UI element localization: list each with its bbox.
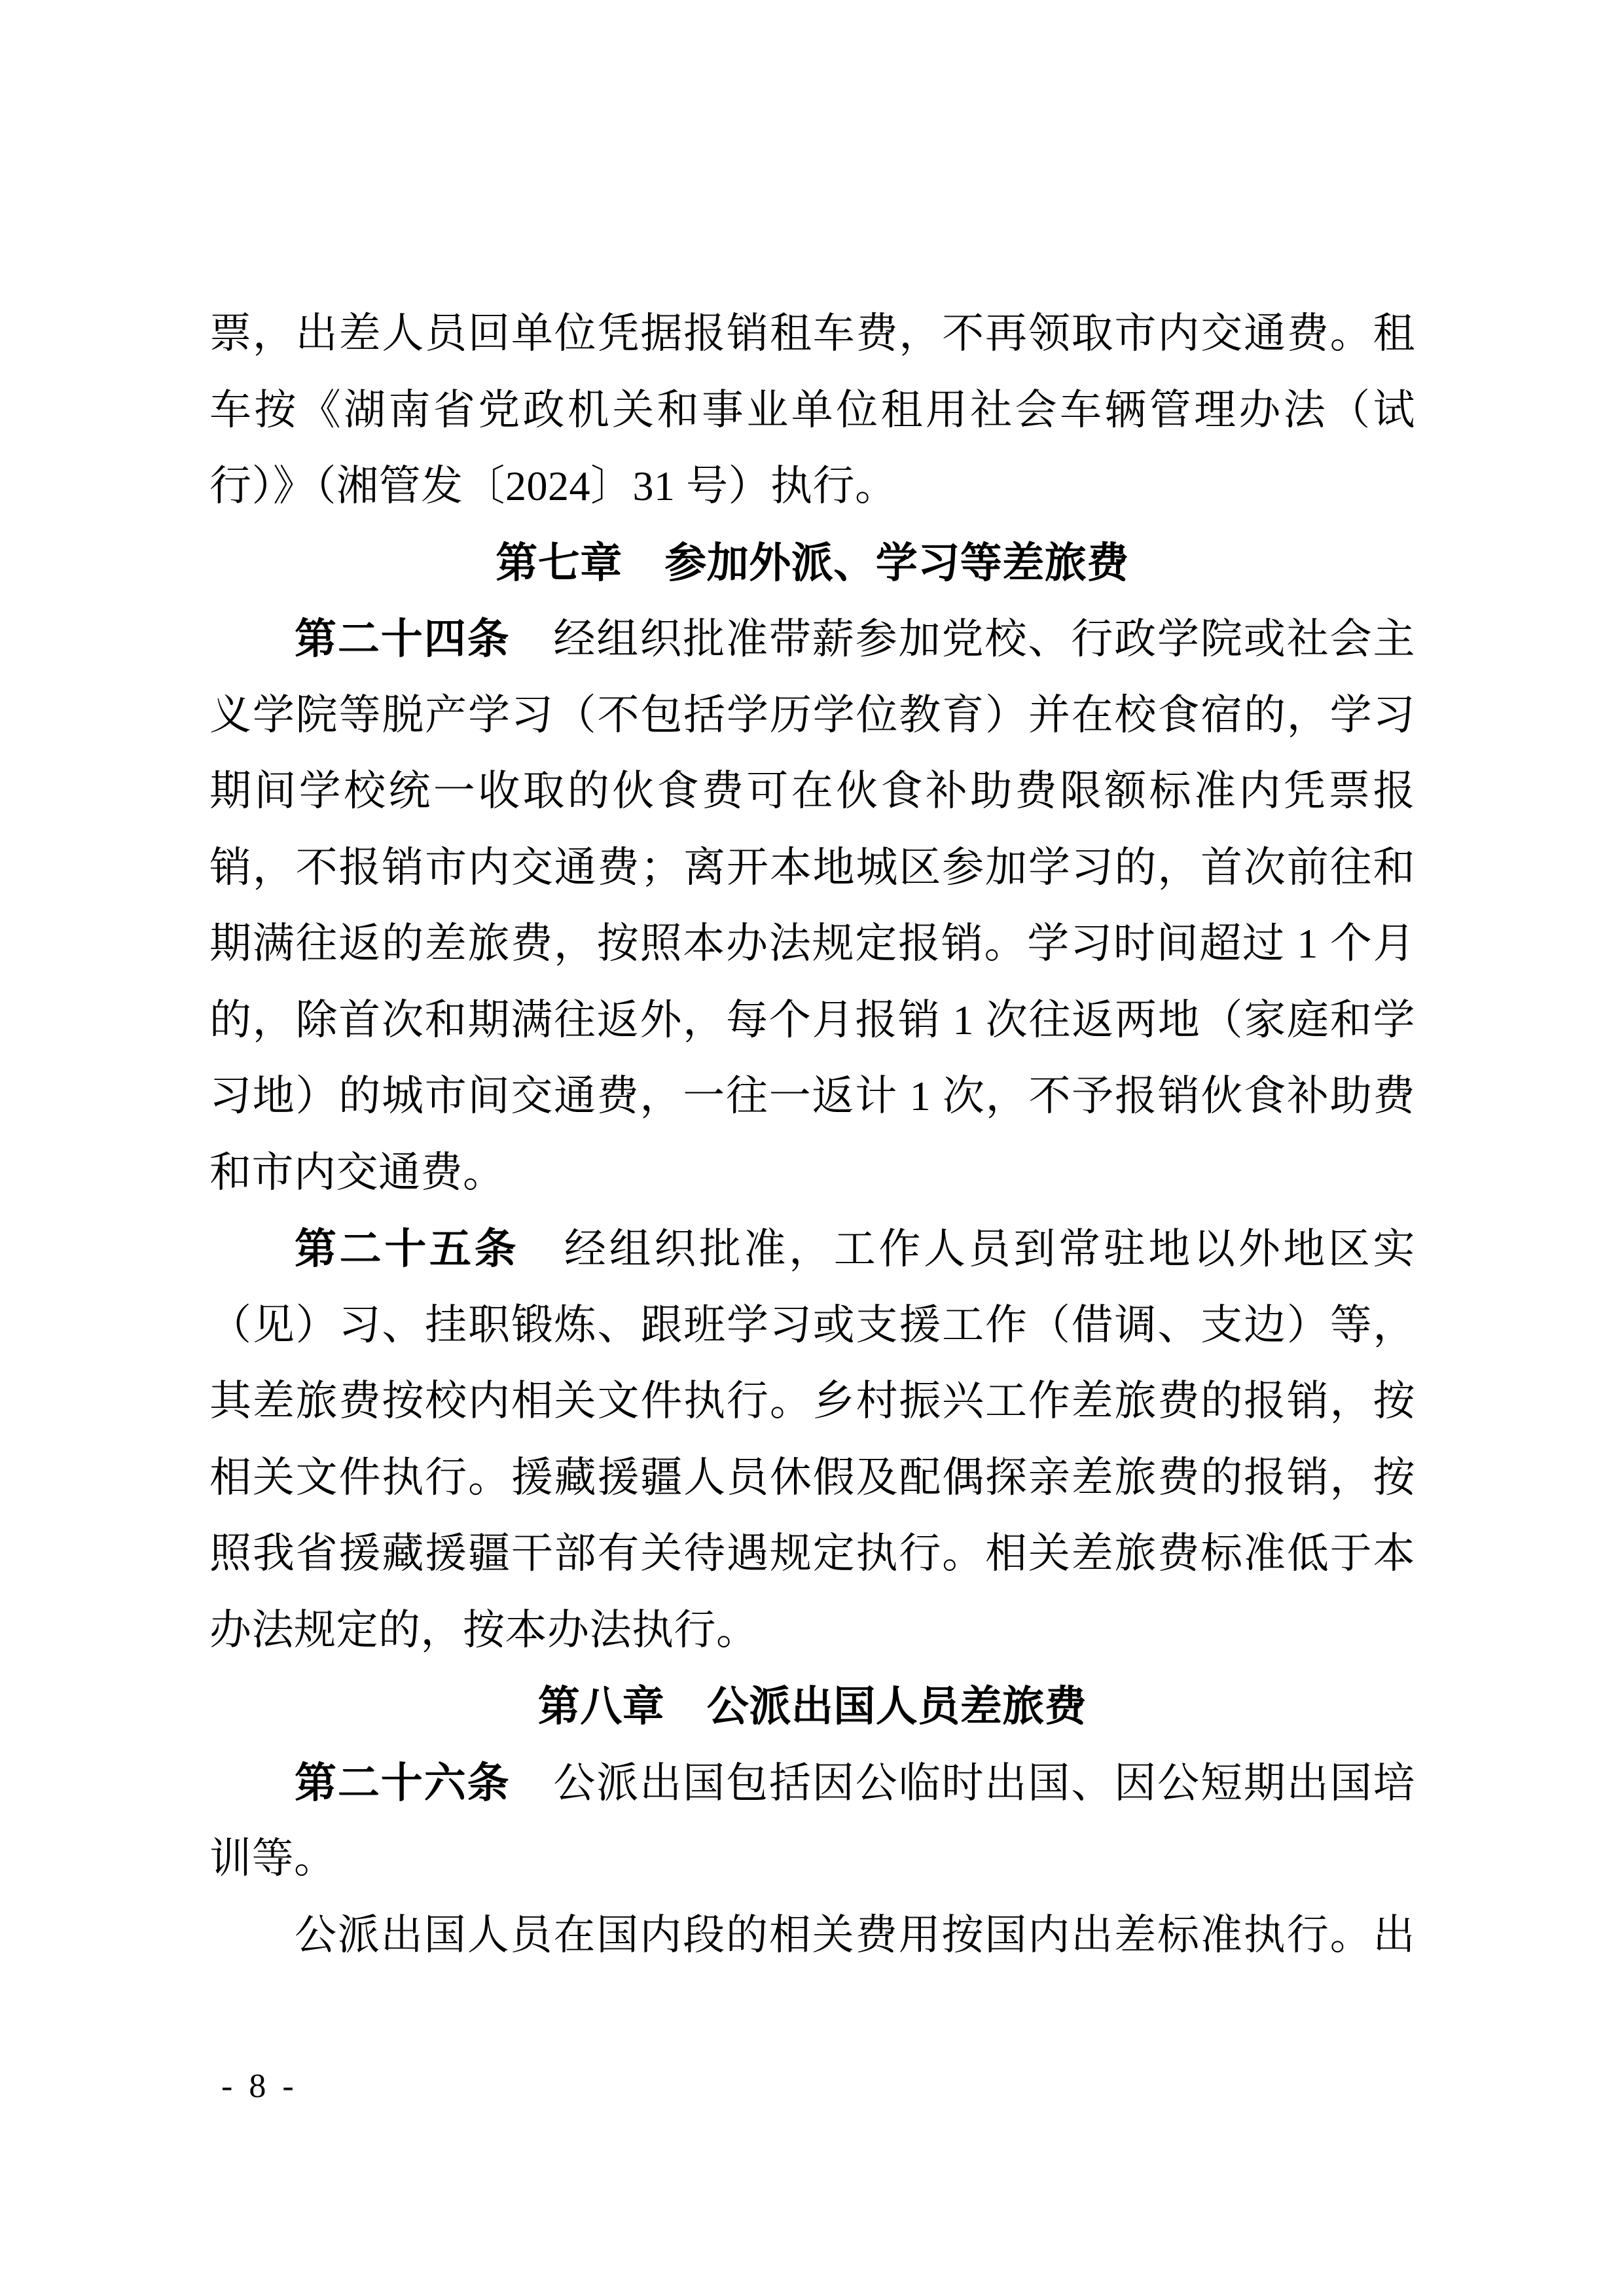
text-segment: 和市内交通费。 <box>209 1149 505 1196</box>
text-segment: 训等。 <box>209 1835 336 1882</box>
text-line <box>209 448 1415 525</box>
text-line <box>209 1592 1415 1669</box>
text-line <box>209 372 1415 449</box>
text-line <box>209 1440 1415 1516</box>
article-number: 第二十五条 <box>295 1225 520 1272</box>
text-segment: 经组织批准带薪参加党校、行政学院或社会主 <box>510 616 1415 662</box>
text-line <box>209 677 1415 754</box>
text-segment: 公派出国包括因公临时出国、因公短期出国培 <box>510 1759 1415 1806</box>
text-segment: 公派出国人员在国内段的相关费用按国内出差标准执行。出 <box>295 1911 1415 1958</box>
text-segment: 义学院等脱产学习（不包括学历学位教育）并在校食宿的，学习 <box>209 691 1415 738</box>
article-number: 第二十四条 <box>295 615 511 662</box>
chapter-heading <box>209 1668 1415 1745</box>
text-segment: 期间学校统一收取的伙食费可在伙食补助费限额标准内凭票报 <box>209 768 1415 814</box>
text-line <box>209 1516 1415 1592</box>
text-segment: 其差旅费按校内相关文件执行。乡村振兴工作差旅费的报销，按 <box>209 1378 1415 1424</box>
text-line <box>209 1745 1415 1821</box>
chapter-heading <box>209 525 1415 601</box>
page-number: - 8 - <box>221 2068 298 2105</box>
text-line <box>209 1287 1415 1364</box>
text-segment: 票，出差人员回单位凭据报销租车费，不再领取市内交通费。租 <box>209 310 1415 357</box>
text-line <box>209 1135 1415 1211</box>
text-segment: 销，不报销市内交通费；离开本地城区参加学习的，首次前往和 <box>209 844 1415 891</box>
text-line <box>209 1363 1415 1440</box>
text-line <box>209 1821 1415 1897</box>
text-segment: 办法规定的，按本办法执行。 <box>209 1606 759 1653</box>
text-line <box>209 601 1415 677</box>
text-segment: 第七章 参加外派、学习等差旅费 <box>496 539 1129 586</box>
text-line <box>209 296 1415 372</box>
text-segment: 期满往返的差旅费，按照本办法规定报销。学习时间超过 1 个月 <box>209 920 1415 967</box>
text-segment: 照我省援藏援疆干部有关待遇规定执行。相关差旅费标准低于本 <box>209 1530 1415 1577</box>
text-line <box>209 1211 1415 1287</box>
text-line <box>209 906 1415 982</box>
text-segment: 行）》（湘管发〔2024〕31 号）执行。 <box>209 463 897 509</box>
text-line <box>209 1897 1415 1974</box>
text-segment: 习地）的城市间交通费，一往一返计 1 次，不予报销伙食补助费 <box>209 1073 1415 1119</box>
text-segment: 经组织批准，工作人员到常驻地以外地区实 <box>519 1226 1416 1272</box>
document-body <box>209 296 1415 1973</box>
text-line <box>209 1058 1415 1135</box>
article-number: 第二十六条 <box>295 1759 511 1806</box>
text-segment: 第八章 公派出国人员差旅费 <box>537 1683 1087 1730</box>
text-segment: （见）习、挂职锻炼、跟班学习或支援工作（借调、支边）等， <box>209 1301 1415 1348</box>
text-line <box>209 830 1415 906</box>
text-segment: 相关文件执行。援藏援疆人员休假及配偶探亲差旅费的报销，按 <box>209 1454 1415 1501</box>
text-segment: 车按《湖南省党政机关和事业单位租用社会车辆管理办法（试 <box>209 386 1415 433</box>
text-line <box>209 982 1415 1059</box>
text-line <box>209 753 1415 830</box>
text-segment: 的，除首次和期满往返外，每个月报销 1 次往返两地（家庭和学 <box>209 996 1415 1043</box>
